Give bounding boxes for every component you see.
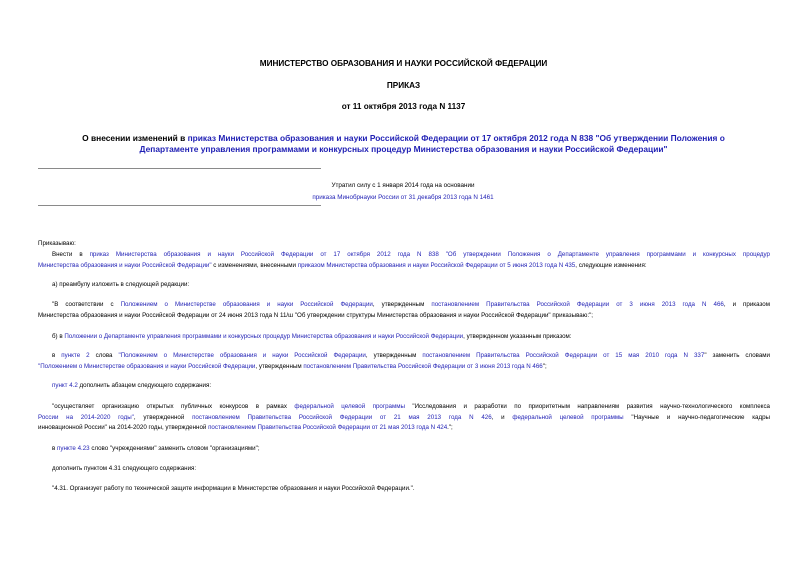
p4-post: , утвержденном указанным приказом: [463, 333, 572, 340]
p7-link-program-1[interactable]: федеральной целевой программы [294, 403, 405, 410]
paragraph-6 [52, 381, 211, 392]
p7-mid-4: "Научные и научно-педагогические кадры [623, 413, 771, 421]
doc-type-heading: ПРИКАЗ [386, 81, 421, 90]
doc-date-heading: от 11 октября 2013 года N 1137 [341, 102, 466, 111]
title-link-order-cont[interactable]: Департаменте управления программами и конкурсных процедур Министерства образования и науки Российской Федерации" [139, 144, 668, 154]
paragraph-7 [38, 402, 770, 434]
p8-link-item-4-23[interactable]: пункте 4.23 [57, 445, 90, 452]
title-lead: О внесении изменений в [82, 133, 188, 143]
p7-link-program-2[interactable]: федеральной целевой программы [512, 413, 624, 421]
paragraph-4 [52, 332, 572, 343]
title-line-1 [40, 133, 767, 144]
p5-mid-3: , утвержденным [255, 362, 304, 370]
p5-post-1: " заменить словами [704, 352, 771, 359]
paragraph-5-line-1 [38, 351, 770, 362]
p8-post: слово "учреждениями" заменить словом "организациями"; [89, 445, 260, 452]
p7-link-resolution-426[interactable]: постановлением Правительства Российской Федерации от 21 мая 2013 года N 426 [192, 413, 492, 421]
divider-bottom [38, 205, 321, 206]
p7-post: ."; [447, 424, 453, 431]
paragraph-9: дополнить пунктом 4.31 следующего содержания: [52, 465, 197, 472]
ministry-heading: МИНИСТЕРСТВО ОБРАЗОВАНИЯ И НАУКИ РОССИЙСКОЙ ФЕДЕРАЦИИ [259, 59, 548, 68]
p7-mid-3: , и [491, 413, 513, 421]
p7-mid-1: "Исследования и разработки по приоритетным направлениям развития научно-технологического комплекса [404, 403, 770, 410]
p7-link-resolution-424[interactable]: постановлением Правительства Российской Федерации от 21 мая 2013 года N 424 [208, 424, 448, 431]
p5-link-resolution-old[interactable]: постановлением Правительства Российской Федерации от 15 мая 2010 года N 337 [422, 352, 705, 359]
paragraph-7-line-1 [38, 402, 770, 413]
p1-link-order[interactable]: приказ Министерства образования и науки Российской Федерации от 17 октября 2012 года N 838 "Об утверждении Положения о Департаменте управления программами и конкурсных процедур [89, 251, 770, 258]
p3-mid: , утвержденным [372, 301, 432, 308]
paragraph-1-line-1 [38, 250, 770, 261]
p3-link-resolution[interactable]: постановлением Правительства Российской Федерации от 3 июня 2013 года N 466 [431, 301, 724, 308]
p5-link-regulation-old[interactable]: "Положением о Министерстве образования и науки Российской Федерации [118, 352, 366, 359]
divider-top [38, 168, 321, 169]
p3-pre: "В соответствии с [52, 301, 121, 308]
paragraph-3 [38, 300, 770, 321]
p4-pre: б) в [52, 333, 65, 340]
p5-post-2: "; [542, 362, 547, 370]
p6-post: дополнить абзацем следующего содержания: [77, 382, 212, 389]
p4-link-regulation[interactable]: Положении о Департаменте управления программами и конкурсных процедур Министерства образования и науки Российской Федерации [64, 333, 464, 340]
p8-pre: в [52, 445, 58, 452]
status-note-text: Утратил силу с 1 января 2014 года на основании [331, 182, 475, 189]
p3-link-regulation[interactable]: Положением о Министерстве образования и науки Российской Федерации [120, 301, 373, 308]
document-title [40, 133, 767, 155]
p7-mid-2: , утвержденной [133, 413, 193, 421]
status-note [240, 180, 566, 204]
p5-link-item-2[interactable]: пункте 2 [61, 352, 90, 359]
paragraph-2: а) преамбулу изложить в следующей редакции: [52, 281, 190, 288]
p1-mid: с изменениями, внесенными [211, 261, 298, 269]
paragraph-7-line-2 [38, 413, 770, 424]
p5-pre: в [52, 352, 62, 359]
p5-mid-2: , утвержденным [365, 352, 423, 359]
paragraph-1 [38, 250, 770, 271]
paragraph-3-line-1 [38, 300, 770, 311]
status-note-link[interactable]: приказа Минобрнауки России от 31 декабря 2013 года N 1461 [312, 194, 494, 201]
paragraph-5-line-2 [38, 362, 770, 373]
p1-post: , следующие изменения: [575, 261, 647, 269]
p1-link-amendment[interactable]: приказом Министерства образования и науки Российской Федерации от 5 июня 2013 года N 435 [297, 261, 576, 269]
p7-pre-3: инновационной России" на 2014-2020 годы, утвержденной [38, 424, 209, 431]
paragraph-10: "4.31. Организует работу по технической защите информации в Министерстве образования и науки Российской Федерации.". [52, 485, 415, 492]
paragraph-5 [38, 351, 770, 372]
p6-link-item-4-2[interactable]: пункт 4.2 [52, 382, 78, 389]
paragraph-8 [52, 444, 260, 455]
p5-mid-1: слова [89, 352, 119, 359]
order-word: Приказываю: [38, 240, 76, 247]
p1-pre: Внести в [52, 251, 90, 258]
p1-link-order-cont[interactable]: Министерства образования и науки Российской Федерации" [38, 261, 212, 269]
paragraph-7-line-3 [38, 423, 770, 434]
p3-post: , и приказом [723, 301, 770, 308]
title-link-order[interactable]: приказ Министерства образования и науки Российской Федерации от 17 октября 2012 года N 838 "Об утверждении Положения о [187, 133, 725, 143]
paragraph-3-line-2: Министерства образования и науки Российской Федерации от 24 июня 2013 года N 11/ш "Об утверждении структуры Министерства образования и науки Российской Федерации" приказываю:"; [38, 311, 594, 319]
p5-link-resolution-new[interactable]: постановлением Правительства Российской Федерации от 3 июня 2013 года N 466 [303, 362, 543, 370]
paragraph-1-line-2 [38, 261, 770, 272]
p5-link-regulation-new[interactable]: "Положением о Министерстве образования и науки Российской Федерации [38, 362, 256, 370]
p7-pre: "осуществляет организацию открытых публичных конкурсов в рамках [52, 403, 295, 410]
p7-link-program-1-cont[interactable]: России на 2014-2020 годы" [38, 413, 134, 421]
